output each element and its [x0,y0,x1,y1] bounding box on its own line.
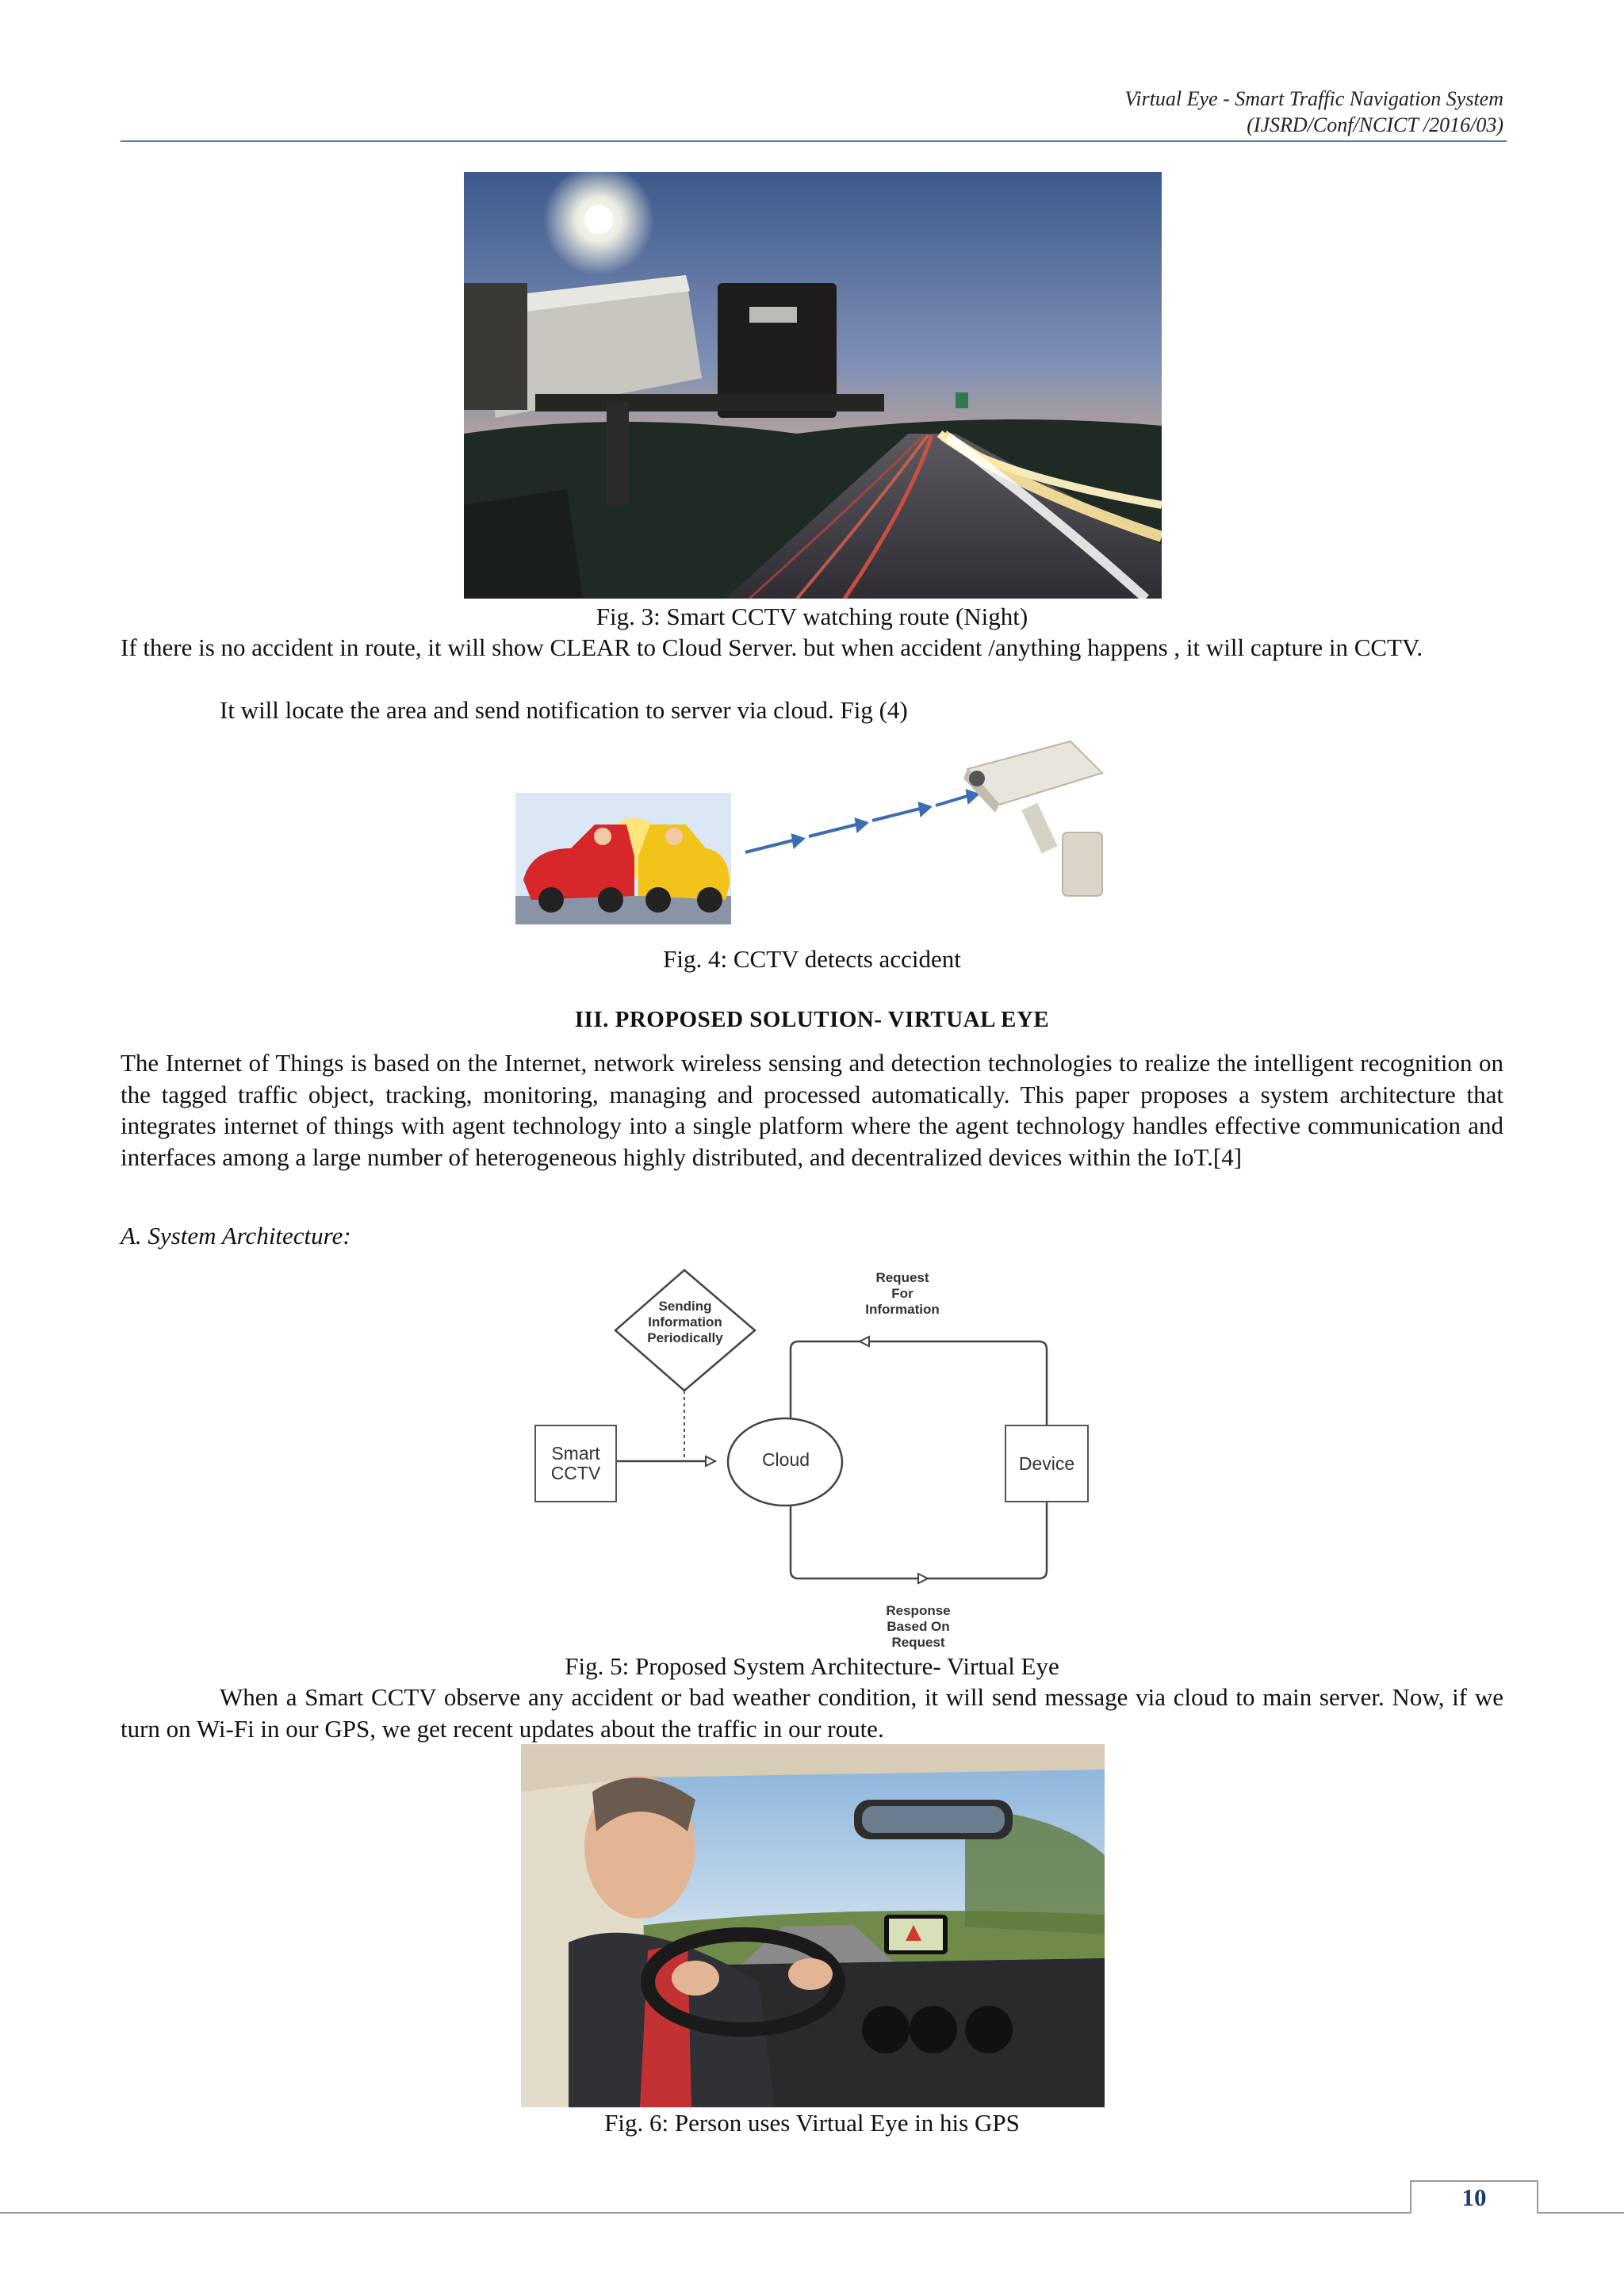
fig5-system-architecture-diagram [523,1261,1102,1649]
fig4-caption: Fig. 4: CCTV detects accident [663,945,961,973]
footer-rule [0,2212,1624,2214]
fig5-caption: Fig. 5: Proposed System Architecture- Virtual Eye [565,1652,1059,1680]
cloud-label: Cloud [761,1449,810,1470]
header-rule [121,140,1507,142]
paragraph-locate-area: It will locate the area and send notification to server via cloud. Fig (4) [220,696,908,724]
device-box: Device [1005,1425,1089,1502]
fig4-image-cctv-detects-accident [515,737,1109,924]
page-number: 10 [1410,2180,1538,2214]
request-label: Request For Information [865,1270,940,1317]
fig3-caption: Fig. 3: Smart CCTV watching route (Night) [596,603,1028,630]
fig6-caption: Fig. 6: Person uses Virtual Eye in his GPS [604,2109,1020,2137]
running-header-ref: (IJSRD/Conf/NCICT /2016/03) [1247,113,1503,136]
paragraph-iot: The Internet of Things is based on the Internet, network wireless sensing and detection technologies to realize the intelligent recognition on the tagged traffic object, tracking, monitoring, managing and processed automatically. This paper proposes a system architecture that integrates internet of things with agent technology into a single platform where the agent technology handles effective communication and interfaces among a large number of heterogeneous highly distributed, and decentralized devices within the IoT.[4] [121,1049,1503,1171]
smart-cctv-box: Smart CCTV [534,1425,617,1502]
subsection-heading: A. System Architecture: [121,1222,351,1249]
running-header-title: Virtual Eye - Smart Traffic Navigation System [1124,87,1503,110]
paragraph-smart-cctv-message: When a Smart CCTV observe any accident or bad weather condition, it will send message via cloud to main server. Now, if we turn on Wi-Fi in our GPS, we get recent updates about the traffic in our route. [121,1683,1503,1743]
section-heading: III. PROPOSED SOLUTION- VIRTUAL EYE [574,1007,1050,1032]
diamond-label: Sending Information Periodically [647,1299,723,1345]
fig3-image-night-highway [464,172,1162,599]
response-label: Response Based On Request [886,1603,951,1650]
fig6-image-driver-gps [521,1744,1105,2107]
paragraph-accident-clear: If there is no accident in route, it will show CLEAR to Cloud Server. but when accident /anything happens , it will capture in CCTV. [121,633,1423,661]
